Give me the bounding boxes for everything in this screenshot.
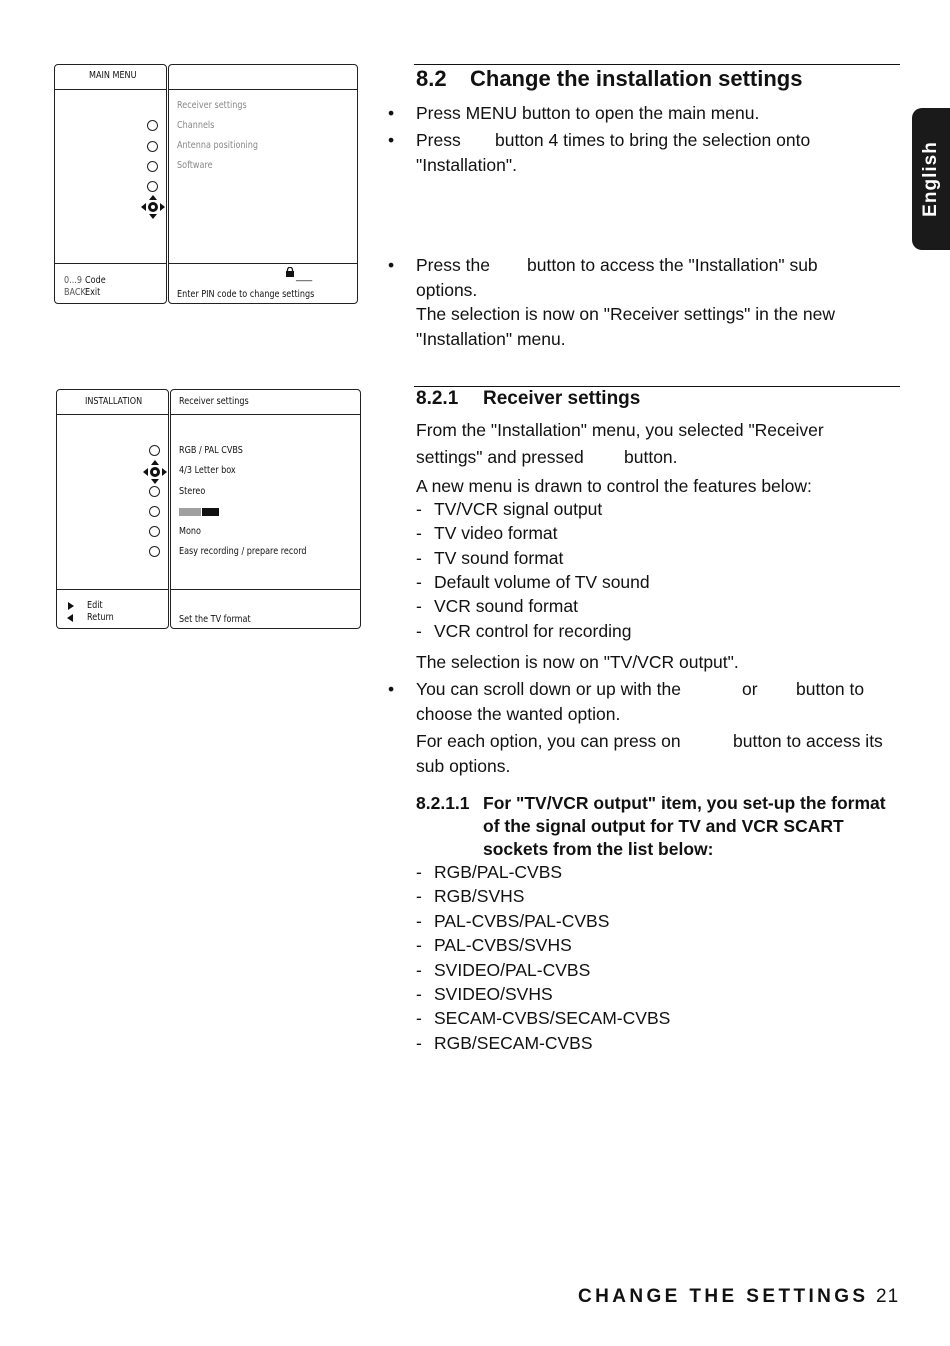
para-selection-now: The selection is now on "TV/VCR output". bbox=[416, 652, 739, 672]
value-vcr-control: Easy recording / prepare record bbox=[179, 546, 307, 557]
footer-action-return: Return bbox=[87, 612, 114, 623]
main-menu-title: MAIN MENU bbox=[89, 70, 137, 81]
footer-action-exit: Exit bbox=[85, 287, 101, 298]
subsection-number: 8.2.1 bbox=[416, 388, 459, 409]
navigation-cursor-icon bbox=[143, 460, 167, 484]
radio-icon bbox=[149, 546, 160, 557]
para-each-option: For each option, you can press on bbox=[416, 731, 681, 751]
output-option: - SVIDEO/PAL-CVBS bbox=[416, 960, 591, 980]
para-sub-options: sub options. bbox=[416, 756, 511, 776]
para-settings-pressed: settings" and pressed bbox=[416, 447, 584, 467]
submenu-receiver-settings: Receiver settings bbox=[177, 100, 247, 111]
radio-icon bbox=[149, 445, 160, 456]
submenu-channels: Channels bbox=[177, 120, 215, 131]
subsection-heading bbox=[416, 388, 640, 410]
footer-action-edit: Edit bbox=[87, 600, 103, 611]
instruction-press-down: button 4 times to bring the selection onto bbox=[495, 130, 811, 150]
feature-item: - VCR control for recording bbox=[416, 621, 632, 641]
submenu-software: Software bbox=[177, 160, 213, 171]
feature-item: - TV/VCR signal output bbox=[416, 499, 603, 519]
output-option: - PAL-CVBS/PAL-CVBS bbox=[416, 911, 610, 931]
lock-icon bbox=[285, 267, 295, 277]
footer-action-code: Code bbox=[85, 275, 106, 286]
volume-bar-icon bbox=[179, 508, 221, 516]
feature-item: - VCR sound format bbox=[416, 596, 578, 616]
play-right-icon bbox=[68, 602, 74, 610]
subsubsection-number: 8.2.1.1 bbox=[416, 793, 470, 813]
radio-icon bbox=[147, 141, 158, 152]
para-button-to: button to bbox=[796, 679, 865, 699]
value-tv-audio: Stereo bbox=[179, 486, 206, 497]
pin-entry-field: ____ bbox=[296, 271, 313, 282]
running-footer: CHANGE THE SETTINGS bbox=[578, 1286, 869, 1307]
language-tab bbox=[912, 108, 950, 250]
instruction-press: Press bbox=[416, 130, 461, 150]
value-tv-vcr-output: RGB / PAL CVBS bbox=[179, 445, 243, 456]
para-access-its: button to access its bbox=[733, 731, 883, 751]
bullet: • bbox=[388, 130, 395, 150]
output-option: - RGB/PAL-CVBS bbox=[416, 862, 563, 882]
output-option: - SVIDEO/SVHS bbox=[416, 984, 553, 1004]
feature-item: - Default volume of TV sound bbox=[416, 572, 650, 592]
output-option: - SECAM-CVBS/SECAM-CVBS bbox=[416, 1008, 671, 1028]
radio-icon bbox=[149, 506, 160, 517]
instruction-selection: The selection is now on "Receiver settings" in the new bbox=[416, 304, 836, 324]
subsection-title: Receiver settings bbox=[483, 388, 641, 409]
section-number: 8.2 bbox=[416, 66, 447, 91]
output-option: - PAL-CVBS/SVHS bbox=[416, 935, 572, 955]
output-option: - RGB/SECAM-CVBS bbox=[416, 1033, 593, 1053]
navigation-cursor-icon bbox=[141, 195, 165, 219]
section-rule bbox=[414, 64, 900, 65]
radio-icon bbox=[149, 486, 160, 497]
footer-key-digits: 0...9 bbox=[64, 275, 82, 286]
pin-hint: Enter PIN code to change settings bbox=[177, 289, 315, 300]
instruction-press-the: Press the bbox=[416, 255, 490, 275]
value-tv-format: 4/3 Letter box bbox=[179, 465, 236, 476]
bullet: • bbox=[388, 679, 395, 699]
value-vcr-audio: Mono bbox=[179, 526, 201, 537]
feature-item: - TV video format bbox=[416, 523, 558, 543]
para-choose: choose the wanted option. bbox=[416, 704, 621, 724]
radio-icon bbox=[147, 120, 158, 131]
para-from: From the "Installation" menu, you selected "Receiver bbox=[416, 420, 824, 440]
radio-icon bbox=[149, 526, 160, 537]
section-heading bbox=[416, 66, 802, 92]
para-new-menu: A new menu is drawn to control the features below: bbox=[416, 476, 812, 496]
back-left-icon bbox=[67, 614, 73, 622]
feature-item: - TV sound format bbox=[416, 548, 564, 568]
instruction-installation: "Installation". bbox=[416, 155, 517, 175]
option-hint: Set the TV format bbox=[179, 614, 251, 625]
instruction-access-sub: button to access the "Installation" sub bbox=[527, 255, 818, 275]
bullet: • bbox=[388, 255, 395, 275]
subsubsection-title: For "TV/VCR output" item, you set-up the format of the signal output for TV and VCR SCART sockets from the list below: bbox=[483, 793, 886, 859]
para-scroll: You can scroll down or up with the bbox=[416, 679, 681, 699]
radio-icon bbox=[147, 181, 158, 192]
output-option: - RGB/SVHS bbox=[416, 886, 525, 906]
subsection-rule bbox=[414, 386, 900, 387]
footer-key-back: BACK bbox=[64, 287, 86, 298]
para-button: button. bbox=[624, 447, 678, 467]
para-or: or bbox=[742, 679, 758, 699]
section-title: Change the installation settings bbox=[470, 66, 803, 91]
submenu-antenna-positioning: Antenna positioning bbox=[177, 140, 259, 151]
instruction-open-menu: Press MENU button to open the main menu. bbox=[416, 103, 760, 123]
receiver-settings-title: Receiver settings bbox=[179, 396, 249, 407]
radio-icon bbox=[147, 161, 158, 172]
bullet: • bbox=[388, 103, 395, 123]
language-label: English bbox=[920, 141, 941, 217]
instruction-options: options. bbox=[416, 280, 478, 300]
instruction-installation-menu: "Installation" menu. bbox=[416, 329, 566, 349]
page-number: 21 bbox=[876, 1286, 900, 1307]
installation-title: INSTALLATION bbox=[85, 396, 143, 407]
